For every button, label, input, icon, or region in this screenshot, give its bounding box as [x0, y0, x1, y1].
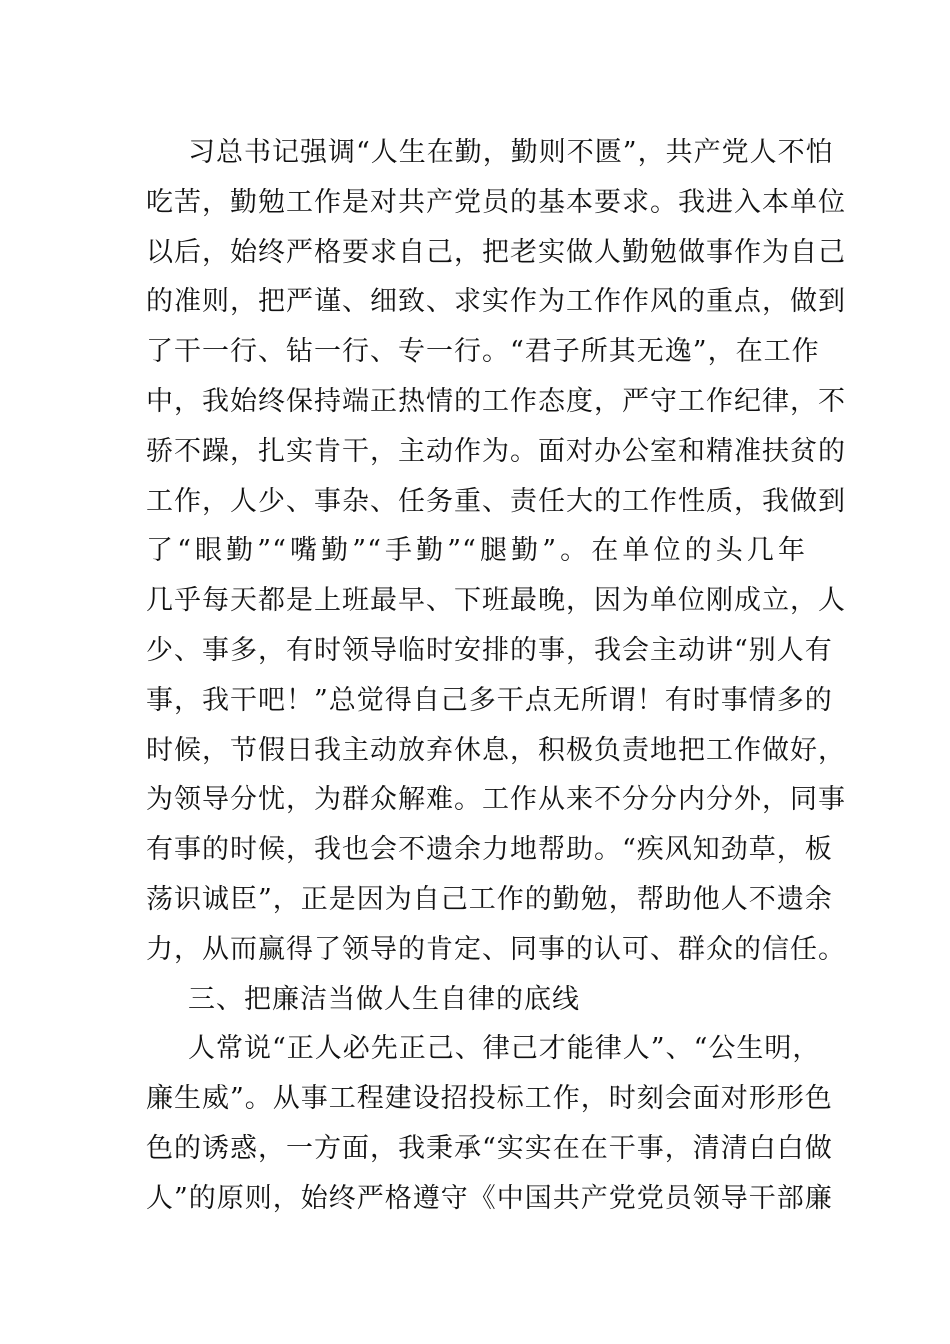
text-line: 几乎每天都是上班最早、下班最晚，因为单位刚成立，人 [146, 585, 846, 617]
text-line: 习总书记强调“人生在勤，勤则不匮”，共产党人不怕 [188, 137, 834, 168]
text-line: 了“眼勤”“嘴勤”“手勤”“腿勤”。在单位的头几年 [146, 535, 806, 567]
text-line: 荡识诚臣”，正是因为自己工作的勤勉，帮助他人不遗余 [146, 883, 833, 915]
text-line: 事，我干吧！”总觉得自己多干点无所谓！有时事情多的 [146, 684, 833, 716]
text-line: 时候，节假日我主动放弃休息，积极负责地把工作做好， [146, 734, 846, 766]
text-line: 人常说“正人必先正己、律己才能律人”、“公生明， [188, 1033, 821, 1065]
text-line: 的准则，把严谨、细致、求实作为工作作风的重点，做到 [146, 286, 846, 318]
text-line: 廉生威”。从事工程建设招投标工作，时刻会面对形形色 [146, 1083, 833, 1115]
text-line: 骄不躁，扎实肯干，主动作为。面对办公室和精准扶贫的 [146, 435, 846, 467]
text-line: 工作，人少、事杂、任务重、责任大的工作性质，我做到 [146, 485, 846, 517]
body-text [146, 128, 846, 1224]
text-line: 吃苦，勤勉工作是对共产党员的基本要求。我进入本单位 [146, 186, 846, 218]
section-heading: 三、把廉洁当做人生自律的底线 [188, 983, 580, 1015]
text-line: 少、事多，有时领导临时安排的事，我会主动讲“别人有 [146, 634, 833, 666]
text-line: 为领导分忧，为群众解难。工作从来不分分内分外，同事 [146, 784, 846, 816]
text-line: 人”的原则，始终严格遵守《中国共产党党员领导干部廉 [146, 1182, 833, 1214]
text-line: 了干一行、钻一行、专一行。“君子所其无逸”，在工作 [146, 336, 820, 368]
text-line: 以后，始终严格要求自己，把老实做人勤勉做事作为自己 [146, 236, 846, 268]
text-line: 有事的时候，我也会不遗余力地帮助。“疾风知劲草，板 [146, 834, 833, 866]
text-line: 力，从而赢得了领导的肯定、同事的认可、群众的信任。 [146, 933, 846, 965]
text-line: 色的诱惑，一方面，我秉承“实实在在干事，清清白白做 [146, 1132, 833, 1164]
text-line: 中，我始终保持端正热情的工作态度，严守工作纪律，不 [146, 385, 846, 417]
